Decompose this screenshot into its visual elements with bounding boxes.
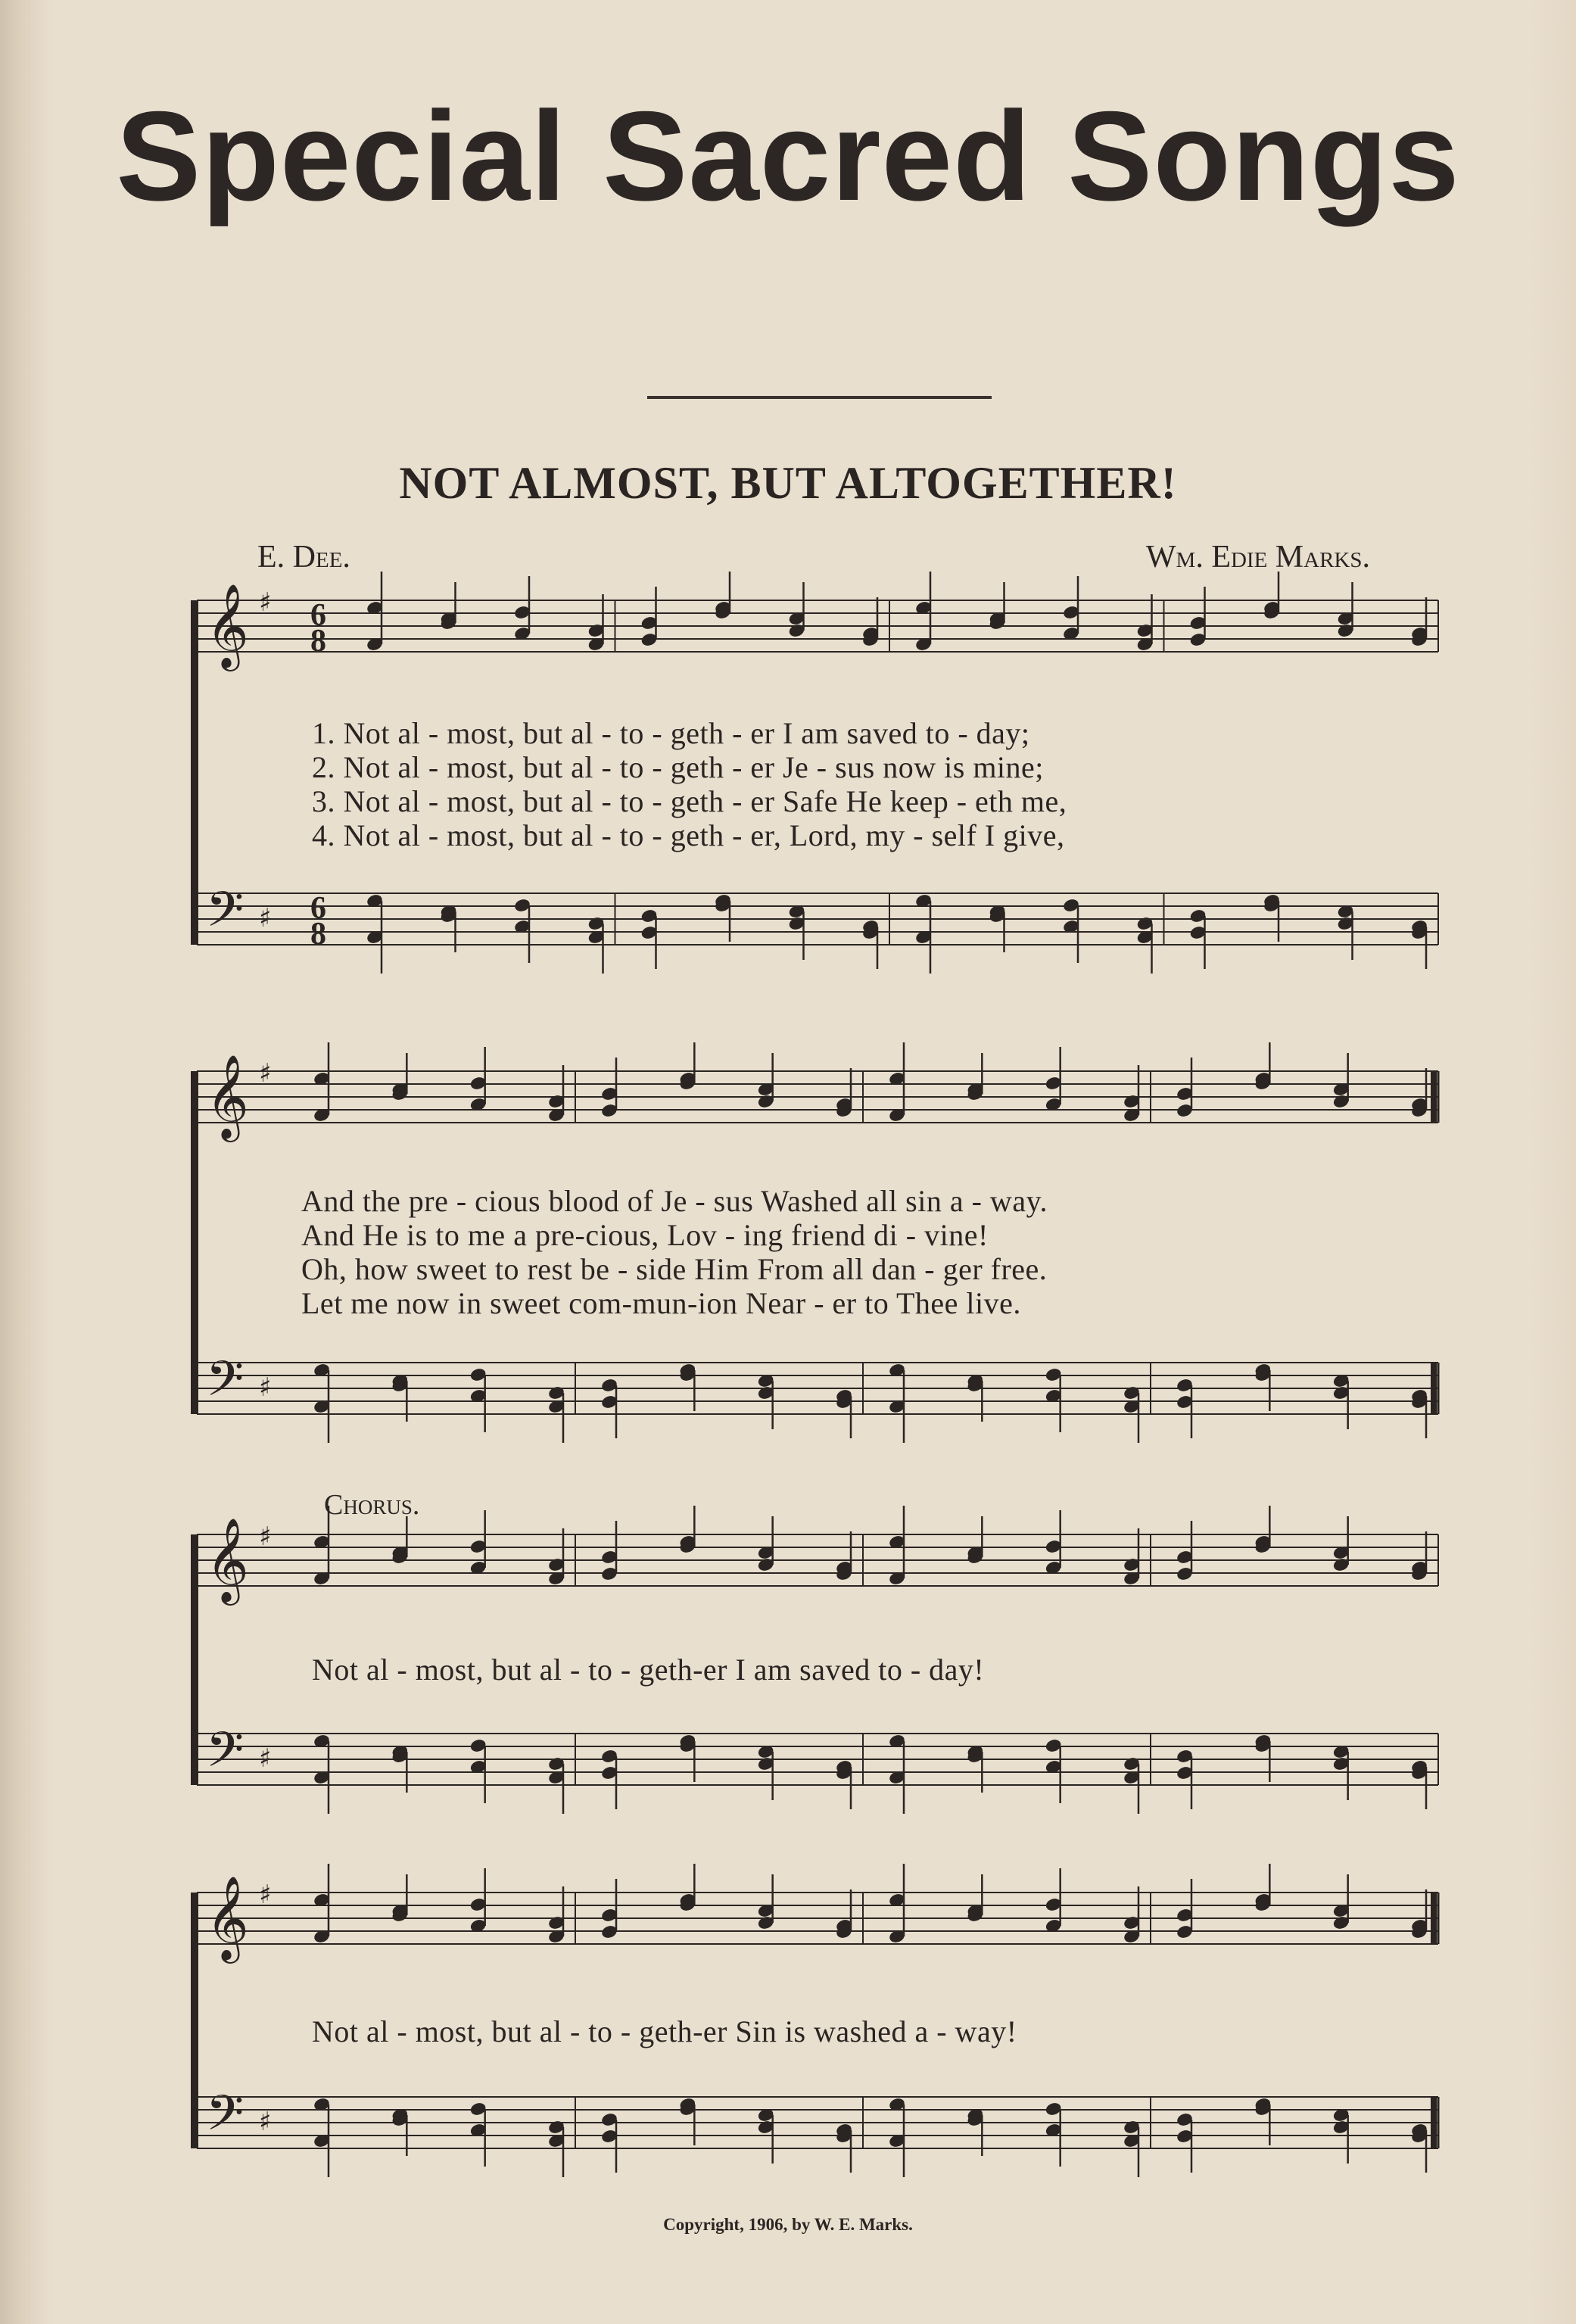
bass-clef-icon: 𝄢 <box>206 882 244 950</box>
treble-clef-icon: 𝄞 <box>206 583 249 668</box>
copyright-notice: Copyright, 1906, by W. E. Marks. <box>663 2215 913 2234</box>
sharp-icon: ♯ <box>259 1058 272 1089</box>
treble-clef-icon: 𝄞 <box>206 1054 249 1139</box>
lyric-line: Not al - most, but al - to - geth-er Sin is washed a - way! <box>312 2014 1017 2048</box>
composer-credit: Wm. Edie Marks. <box>1145 540 1370 575</box>
svg-text:8: 8 <box>310 917 326 952</box>
system-bracket <box>191 1534 198 1785</box>
system-bracket <box>191 1071 198 1414</box>
bass-clef-icon: 𝄢 <box>206 2086 244 2154</box>
sharp-icon: ♯ <box>259 1522 272 1552</box>
system-bracket <box>191 1893 198 2148</box>
page-title: Special Sacred Songs <box>116 85 1460 227</box>
page-binding-shadow <box>0 0 53 2324</box>
title-divider <box>647 396 992 399</box>
page-edge-shadow <box>1531 0 1576 2324</box>
lyric-line: Oh, how sweet to rest be - side Him From all dan - ger free. <box>301 1252 1048 1286</box>
lyricist-credit: E. Dee. <box>257 540 350 575</box>
lyric-line: Let me now in sweet com-mun-ion Near - er to Thee live. <box>301 1286 1021 1320</box>
bass-clef-icon: 𝄢 <box>206 1722 244 1790</box>
sharp-icon: ♯ <box>259 1372 272 1403</box>
system-bracket <box>191 600 198 945</box>
sharp-icon: ♯ <box>259 1880 272 1910</box>
sharp-icon: ♯ <box>259 587 272 618</box>
svg-text:8: 8 <box>310 624 326 659</box>
lyric-line: 2. Not al - most, but al - to - geth - er Je - sus now is mine; <box>312 750 1044 784</box>
lyric-line: And He is to me a pre-cious, Lov - ing friend di - vine! <box>301 1218 989 1252</box>
lyric-line: And the pre - cious blood of Je - sus Washed all sin a - way. <box>301 1184 1048 1218</box>
bass-time-signature: 6 <box>310 891 326 926</box>
treble-clef-icon: 𝄞 <box>206 1517 249 1602</box>
sharp-icon: ♯ <box>259 1743 272 1774</box>
treble-clef-icon: 𝄞 <box>206 1875 249 1960</box>
sharp-icon: ♯ <box>259 903 272 933</box>
chorus-label: Chorus. <box>324 1489 420 1521</box>
sharp-icon: ♯ <box>259 2107 272 2137</box>
lyric-line: 1. Not al - most, but al - to - geth - er I am saved to - day; <box>312 716 1030 750</box>
bass-clef-icon: 𝄢 <box>206 1351 244 1419</box>
lyric-line: 4. Not al - most, but al - to - geth - er, Lord, my - self I give, <box>312 818 1065 852</box>
treble-time-signature: 6 <box>310 598 326 633</box>
lyric-line: Not al - most, but al - to - geth-er I am saved to - day! <box>312 1653 985 1687</box>
song-title: NOT ALMOST, BUT ALTOGETHER! <box>399 458 1177 508</box>
lyric-line: 3. Not al - most, but al - to - geth - er Safe He keep - eth me, <box>312 784 1067 818</box>
